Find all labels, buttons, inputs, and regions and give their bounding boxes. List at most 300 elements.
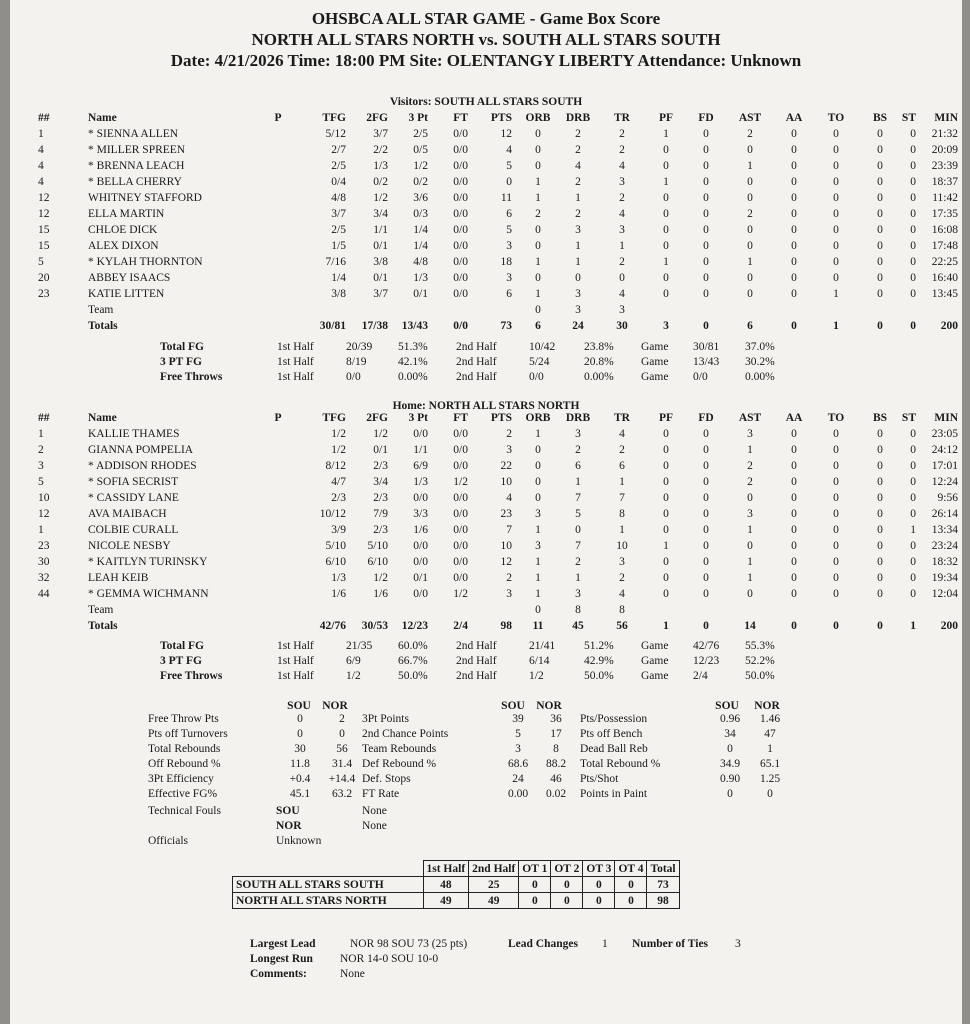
- home-cell-ft: 0/0: [453, 460, 468, 472]
- stat-label: Points in Paint: [580, 788, 648, 800]
- stat-value-sou: 30: [294, 743, 306, 755]
- home-cell-name: COLBIE CURALL: [88, 524, 179, 536]
- home-cell-3pt: 0/0: [413, 588, 428, 600]
- visitors-cell-2fg: 1/2: [373, 192, 388, 204]
- visitors-cell-tr: 3: [619, 176, 625, 188]
- home-cell-pts: PTS: [490, 412, 512, 424]
- visitors-cell-drb: 2: [575, 208, 581, 220]
- home-cell-orb: 1: [535, 572, 541, 584]
- visitors-cell-st: 0: [910, 208, 916, 220]
- visitors-fg-cell: 2nd Half: [456, 356, 497, 368]
- visitors-cell-min: 16:08: [931, 224, 958, 236]
- visitors-cell-aa: 0: [791, 160, 797, 172]
- home-fg-cell: 1/2: [346, 670, 361, 682]
- line-score-total: 98: [647, 893, 679, 909]
- stat-value-nor: 46: [550, 773, 562, 785]
- home-cell-ft: 0/0: [453, 508, 468, 520]
- home-cell-fd: 0: [703, 444, 709, 456]
- stat-value-sou: 0: [297, 713, 303, 725]
- home-cell-drb: 1: [575, 476, 581, 488]
- home-cell-fd: 0: [703, 556, 709, 568]
- line-score-cell: 0: [551, 893, 583, 909]
- line-score-total: 73: [647, 877, 679, 893]
- visitors-fg-cell: 1st Half: [277, 371, 314, 383]
- home-cell-tr: 4: [619, 588, 625, 600]
- stat-value-sou: 3: [515, 743, 521, 755]
- line-score-cell: 0: [519, 877, 551, 893]
- stat-label: Def Rebound %: [362, 758, 437, 770]
- visitors-cell-2fg: 2FG: [366, 112, 388, 124]
- home-cell-aa: 0: [791, 444, 797, 456]
- visitors-fg-cell: 0.00%: [398, 371, 428, 383]
- home-cell-tfg: 1/3: [331, 572, 346, 584]
- home-cell-tfg: 1/2: [331, 444, 346, 456]
- stat-label: Pts off Turnovers: [148, 728, 228, 740]
- home-cell-ft: 0/0: [453, 492, 468, 504]
- home-cell-2fg: 2FG: [366, 412, 388, 424]
- stat-value-sou: 34: [724, 728, 736, 740]
- home-cell-to: 0: [833, 620, 839, 632]
- visitors-cell-orb: 1: [535, 288, 541, 300]
- stat-label: Effective FG%: [148, 788, 218, 800]
- visitors-fg-cell: Game: [641, 356, 669, 368]
- visitors-cell-pf: 1: [663, 256, 669, 268]
- line-score-cell: 0: [615, 877, 647, 893]
- visitors-cell-drb: 4: [575, 160, 581, 172]
- line-score-cell: 48: [423, 877, 469, 893]
- home-cell-orb: 1: [535, 556, 541, 568]
- home-cell-fd: 0: [703, 572, 709, 584]
- line-score-head-1st-half: 1st Half: [423, 861, 469, 877]
- stat-label: 3Pt Efficiency: [148, 773, 214, 785]
- visitors-cell-pts: 5: [506, 160, 512, 172]
- visitors-fg-cell: 2nd Half: [456, 371, 497, 383]
- home-cell-drb: 3: [575, 588, 581, 600]
- visitors-cell-st: 0: [910, 240, 916, 252]
- visitors-cell-ast: 0: [747, 176, 753, 188]
- visitors-cell-aa: 0: [791, 128, 797, 140]
- home-cell-ft: 0/0: [453, 556, 468, 568]
- home-cell-st: 1: [910, 524, 916, 536]
- home-cell-tr: TR: [614, 412, 630, 424]
- visitors-cell-pts: 12: [500, 128, 512, 140]
- stat-label: 3Pt Points: [362, 713, 409, 725]
- home-cell-bs: 0: [877, 428, 883, 440]
- visitors-cell-fd: 0: [703, 160, 709, 172]
- visitors-cell-min: 13:45: [931, 288, 958, 300]
- visitors-cell-ft: 0/0: [453, 208, 468, 220]
- home-cell-bs: 0: [877, 556, 883, 568]
- stat-label: Def. Stops: [362, 773, 411, 785]
- visitors-cell-ast: 0: [747, 192, 753, 204]
- visitors-fg-cell: Free Throws: [160, 371, 223, 383]
- visitors-cell-ft: 0/0: [453, 256, 468, 268]
- visitors-cell-pts: 3: [506, 240, 512, 252]
- home-cell-bs: 0: [877, 572, 883, 584]
- home-cell-min: 23:05: [931, 428, 958, 440]
- home-cell-pts: 12: [500, 556, 512, 568]
- home-cell-aa: 0: [791, 492, 797, 504]
- home-fg-cell: 3 PT FG: [160, 655, 202, 667]
- home-cell-pts: 10: [500, 476, 512, 488]
- visitors-cell-aa: 0: [791, 176, 797, 188]
- visitors-cell-number: 4: [38, 176, 44, 188]
- visitors-cell-tfg: 1/4: [331, 272, 346, 284]
- visitors-cell-ft: 0/0: [453, 288, 468, 300]
- home-cell-ast: 0: [747, 588, 753, 600]
- visitors-cell-to: 0: [833, 224, 839, 236]
- visitors-cell-pf: 0: [663, 160, 669, 172]
- visitors-cell-tr: 0: [619, 272, 625, 284]
- visitors-cell-fd: 0: [703, 144, 709, 156]
- home-cell-min: 13:34: [931, 524, 958, 536]
- home-cell-fd: 0: [703, 492, 709, 504]
- stat-label: 2nd Chance Points: [362, 728, 449, 740]
- visitors-cell-st: 0: [910, 192, 916, 204]
- visitors-cell-ft: 0/0: [453, 160, 468, 172]
- stat-value-nor: +14.4: [328, 773, 356, 785]
- visitors-cell-name: WHITNEY STAFFORD: [88, 192, 202, 204]
- home-cell-tfg: 1/2: [331, 428, 346, 440]
- home-cell-number: 23: [38, 540, 50, 552]
- home-cell-tr: 1: [619, 524, 625, 536]
- home-cell-fd: 0: [703, 540, 709, 552]
- home-player-row: [10, 492, 962, 508]
- visitors-cell-aa: 0: [791, 192, 797, 204]
- home-cell-3pt: 0/0: [413, 428, 428, 440]
- visitors-cell-tr: 1: [619, 240, 625, 252]
- home-fg-cell: 6/9: [346, 655, 361, 667]
- visitors-cell-position: P: [274, 112, 282, 124]
- home-cell-to: 0: [833, 428, 839, 440]
- visitors-cell-tr: TR: [614, 112, 630, 124]
- visitors-cell-number: 5: [38, 256, 44, 268]
- stat-value-nor: 0: [767, 788, 773, 800]
- visitors-cell-pf: 0: [663, 192, 669, 204]
- home-cell-bs: 0: [877, 508, 883, 520]
- home-cell-bs: 0: [877, 444, 883, 456]
- home-cell-ft: 0/0: [453, 540, 468, 552]
- home-cell-number: 10: [38, 492, 50, 504]
- home-fg-cell: 2/4: [693, 670, 708, 682]
- comments-label: Comments:: [250, 968, 307, 980]
- home-cell-2fg: 2/3: [373, 524, 388, 536]
- visitors-cell-aa: 0: [791, 144, 797, 156]
- visitors-totals-row: [10, 320, 962, 336]
- home-cell-pf: 0: [663, 460, 669, 472]
- visitors-cell-tr: 2: [619, 128, 625, 140]
- visitors-cell-ast: 0: [747, 144, 753, 156]
- home-cell-pf: PF: [658, 412, 674, 424]
- home-cell-tfg: TFG: [322, 412, 346, 424]
- visitors-cell-to: 1: [833, 320, 839, 332]
- visitors-cell-drb: 1: [575, 256, 581, 268]
- visitors-cell-3pt: 1/3: [413, 272, 428, 284]
- home-cell-tr: 56: [616, 620, 628, 632]
- line-score-team: NORTH ALL STARS NORTH: [233, 893, 424, 909]
- visitors-cell-number: 15: [38, 224, 50, 236]
- visitors-cell-st: 0: [910, 272, 916, 284]
- visitors-cell-tfg: TFG: [322, 112, 346, 124]
- home-cell-pts: 2: [506, 572, 512, 584]
- visitors-cell-tfg: 0/4: [331, 176, 346, 188]
- line-score-cell: 25: [469, 877, 519, 893]
- line-score-cell: 49: [423, 893, 469, 909]
- home-cell-tfg: 4/7: [331, 476, 346, 488]
- home-fg-cell: 2nd Half: [456, 655, 497, 667]
- home-cell-min: 24:12: [931, 444, 958, 456]
- home-fg-cell: Game: [641, 640, 669, 652]
- home-cell-2fg: 5/10: [367, 540, 388, 552]
- longest-run-label: Longest Run: [250, 953, 313, 965]
- home-cell-name: Name: [88, 412, 117, 424]
- visitors-cell-pf: 3: [663, 320, 669, 332]
- visitors-cell-name: * MILLER SPREEN: [88, 144, 186, 156]
- visitors-fg-cell: 51.3%: [398, 341, 428, 353]
- home-fg-cell: 1st Half: [277, 640, 314, 652]
- home-cell-aa: 0: [791, 524, 797, 536]
- line-score-row-north: [233, 893, 680, 909]
- visitors-cell-min: 23:39: [931, 160, 958, 172]
- visitors-cell-number: 15: [38, 240, 50, 252]
- visitors-cell-min: 200: [940, 320, 958, 332]
- home-cell-aa: 0: [791, 460, 797, 472]
- visitors-cell-orb: 0: [535, 240, 541, 252]
- home-cell-ft: FT: [453, 412, 468, 424]
- visitors-cell-ft: 0/0: [453, 320, 468, 332]
- visitors-fg-cell: 42.1%: [398, 356, 428, 368]
- home-cell-fd: 0: [703, 460, 709, 472]
- home-fg-cell: 1/2: [529, 670, 544, 682]
- home-cell-tfg: 8/12: [325, 460, 346, 472]
- visitors-cell-3pt: 1/2: [413, 160, 428, 172]
- visitors-cell-3pt: 1/4: [413, 240, 428, 252]
- visitors-cell-aa: AA: [785, 112, 803, 124]
- visitors-cell-pts: 18: [500, 256, 512, 268]
- visitors-cell-to: 0: [833, 272, 839, 284]
- visitors-cell-3pt: 0/5: [413, 144, 428, 156]
- visitors-cell-bs: 0: [877, 144, 883, 156]
- stat-label: Free Throw Pts: [148, 713, 219, 725]
- home-fg-cell: 55.3%: [745, 640, 775, 652]
- home-cell-st: 0: [910, 476, 916, 488]
- visitors-cell-tr: 2: [619, 144, 625, 156]
- home-cell-bs: 0: [877, 524, 883, 536]
- home-cell-min: 23:24: [931, 540, 958, 552]
- visitors-cell-aa: 0: [791, 320, 797, 332]
- visitors-cell-3pt: 13/43: [401, 320, 428, 332]
- home-cell-aa: 0: [791, 588, 797, 600]
- home-cell-tr: 3: [619, 556, 625, 568]
- line-score-row-south: [233, 877, 680, 893]
- stat-label: Dead Ball Reb: [580, 743, 648, 755]
- home-cell-3pt: 1/3: [413, 476, 428, 488]
- home-cell-tr: 10: [616, 540, 628, 552]
- stat-value-sou: 45.1: [289, 788, 311, 800]
- home-cell-tfg: 2/3: [331, 492, 346, 504]
- home-cell-min: 18:32: [931, 556, 958, 568]
- visitors-cell-to: 0: [833, 144, 839, 156]
- ties-label: Number of Ties: [632, 938, 709, 950]
- visitors-cell-number: 12: [38, 192, 50, 204]
- visitors-cell-orb: 1: [535, 256, 541, 268]
- visitors-cell-fd: 0: [703, 320, 709, 332]
- visitors-cell-fd: 0: [703, 256, 709, 268]
- visitors-cell-aa: 0: [791, 240, 797, 252]
- home-cell-ft: 0/0: [453, 524, 468, 536]
- visitors-cell-drb: 2: [575, 176, 581, 188]
- longest-run-value: NOR 14-0 SOU 10-0: [340, 953, 439, 965]
- home-cell-fd: 0: [703, 620, 709, 632]
- home-cell-orb: 3: [535, 508, 541, 520]
- home-cell-st: 0: [910, 428, 916, 440]
- home-fg-cell: 1st Half: [277, 655, 314, 667]
- visitors-cell-bs: 0: [877, 256, 883, 268]
- home-cell-ast: 2: [747, 460, 753, 472]
- visitors-cell-fd: 0: [703, 224, 709, 236]
- visitors-fg-cell: 20/39: [346, 341, 373, 353]
- visitors-cell-name: Team: [88, 304, 114, 316]
- line-score-head-ot3: OT 3: [583, 861, 615, 877]
- largest-lead-label: Largest Lead: [250, 938, 316, 950]
- visitors-cell-tr: 2: [619, 192, 625, 204]
- visitors-cell-number: 12: [38, 208, 50, 220]
- visitors-cell-orb: 0: [535, 272, 541, 284]
- home-cell-ast: AST: [738, 412, 762, 424]
- stat-value-sou: 5: [515, 728, 521, 740]
- stat-label: Pts/Possession: [580, 713, 648, 725]
- visitors-cell-name: Name: [88, 112, 117, 124]
- home-fg-cell: 52.2%: [745, 655, 775, 667]
- visitors-cell-pts: 6: [506, 208, 512, 220]
- technical-fouls-label: Technical Fouls: [148, 805, 221, 817]
- stats-head-sou: SOU: [501, 700, 525, 712]
- stat-value-sou: 0: [727, 788, 733, 800]
- home-cell-3pt: 0/0: [413, 556, 428, 568]
- line-score-cell: 0: [615, 893, 647, 909]
- visitors-cell-to: 1: [833, 288, 839, 300]
- stat-value-nor: 0: [339, 728, 345, 740]
- home-fg-cell: 2nd Half: [456, 640, 497, 652]
- visitors-cell-pts: 11: [500, 192, 512, 204]
- visitors-fg-cell: 8/19: [346, 356, 367, 368]
- visitors-cell-min: 21:32: [931, 128, 958, 140]
- visitors-cell-fd: 0: [703, 208, 709, 220]
- home-cell-drb: 3: [575, 428, 581, 440]
- home-fg-cell: 50.0%: [745, 670, 775, 682]
- home-fg-cell: Total FG: [160, 640, 204, 652]
- visitors-cell-orb: 0: [535, 304, 541, 316]
- officials-value: Unknown: [276, 835, 322, 847]
- visitors-fg-cell: 1st Half: [277, 341, 314, 353]
- stat-value-nor: 1: [767, 743, 773, 755]
- visitors-cell-3pt: 2/5: [413, 128, 428, 140]
- home-cell-ast: 14: [744, 620, 756, 632]
- visitors-cell-st: 0: [910, 224, 916, 236]
- home-cell-to: 0: [833, 460, 839, 472]
- home-cell-pts: 23: [500, 508, 512, 520]
- stats-head-nor: NOR: [536, 700, 562, 712]
- visitors-cell-name: CHLOE DICK: [88, 224, 158, 236]
- line-score-corner: [233, 861, 424, 877]
- visitors-cell-min: 11:42: [932, 192, 958, 204]
- home-player-row: [10, 588, 962, 604]
- home-player-row: [10, 508, 962, 524]
- home-cell-bs: 0: [877, 460, 883, 472]
- home-cell-drb: 5: [575, 508, 581, 520]
- stat-value-nor: 63.2: [331, 788, 353, 800]
- visitors-cell-orb: 0: [535, 224, 541, 236]
- visitors-cell-fd: 0: [703, 192, 709, 204]
- line-score-cell: 0: [519, 893, 551, 909]
- home-cell-orb: 0: [535, 476, 541, 488]
- home-cell-number: 2: [38, 444, 44, 456]
- home-cell-drb: DRB: [565, 412, 591, 424]
- home-fg-cell: 1st Half: [277, 670, 314, 682]
- stat-value-sou: 68.6: [507, 758, 529, 770]
- visitors-cell-drb: 2: [575, 128, 581, 140]
- home-cell-st: 1: [910, 620, 916, 632]
- visitors-cell-to: 0: [833, 208, 839, 220]
- visitors-cell-pf: 0: [663, 288, 669, 300]
- visitors-cell-to: TO: [827, 112, 845, 124]
- visitors-cell-st: ST: [901, 112, 916, 124]
- visitors-cell-to: 0: [833, 176, 839, 188]
- home-cell-tr: 2: [619, 572, 625, 584]
- visitors-cell-pf: 0: [663, 240, 669, 252]
- home-cell-st: 0: [910, 492, 916, 504]
- visitors-cell-ast: AST: [738, 112, 762, 124]
- home-cell-orb: 3: [535, 540, 541, 552]
- visitors-cell-aa: 0: [791, 208, 797, 220]
- box-score-sheet: [10, 0, 962, 1024]
- home-cell-name: GIANNA POMPELIA: [88, 444, 194, 456]
- visitors-fg-cell: Game: [641, 371, 669, 383]
- stat-value-sou: 34.9: [719, 758, 741, 770]
- technical-team: SOU: [276, 805, 300, 817]
- visitors-cell-2fg: 3/7: [373, 288, 388, 300]
- visitors-cell-bs: 0: [877, 128, 883, 140]
- home-cell-tfg: 5/10: [325, 540, 346, 552]
- visitors-player-row: [10, 208, 962, 224]
- visitors-cell-bs: 0: [877, 240, 883, 252]
- home-cell-to: 0: [833, 508, 839, 520]
- home-cell-number: 30: [38, 556, 50, 568]
- home-cell-name: KALLIE THAMES: [88, 428, 180, 440]
- visitors-cell-tr: 4: [619, 160, 625, 172]
- home-fg-cell: 50.0%: [398, 670, 428, 682]
- home-cell-2fg: 2/3: [373, 460, 388, 472]
- visitors-cell-bs: 0: [877, 288, 883, 300]
- home-cell-name: * GEMMA WICHMANN: [88, 588, 209, 600]
- home-cell-3pt: 0/0: [413, 540, 428, 552]
- home-cell-tfg: 10/12: [319, 508, 346, 520]
- visitors-cell-drb: 0: [575, 272, 581, 284]
- visitors-cell-drb: 24: [572, 320, 584, 332]
- home-cell-pf: 0: [663, 492, 669, 504]
- home-cell-st: 0: [910, 556, 916, 568]
- visitors-cell-orb: 0: [535, 160, 541, 172]
- home-cell-3pt: 0/1: [413, 572, 428, 584]
- home-cell-name: * SOFIA SECRIST: [88, 476, 179, 488]
- stat-value-sou: 0.90: [719, 773, 741, 785]
- home-cell-drb: 0: [575, 524, 581, 536]
- visitors-cell-3pt: 3 Pt: [408, 112, 428, 124]
- home-cell-name: AVA MAIBACH: [88, 508, 167, 520]
- home-cell-tfg: 6/10: [325, 556, 346, 568]
- home-cell-name: Totals: [88, 620, 118, 632]
- lead-changes-label: Lead Changes: [508, 938, 578, 950]
